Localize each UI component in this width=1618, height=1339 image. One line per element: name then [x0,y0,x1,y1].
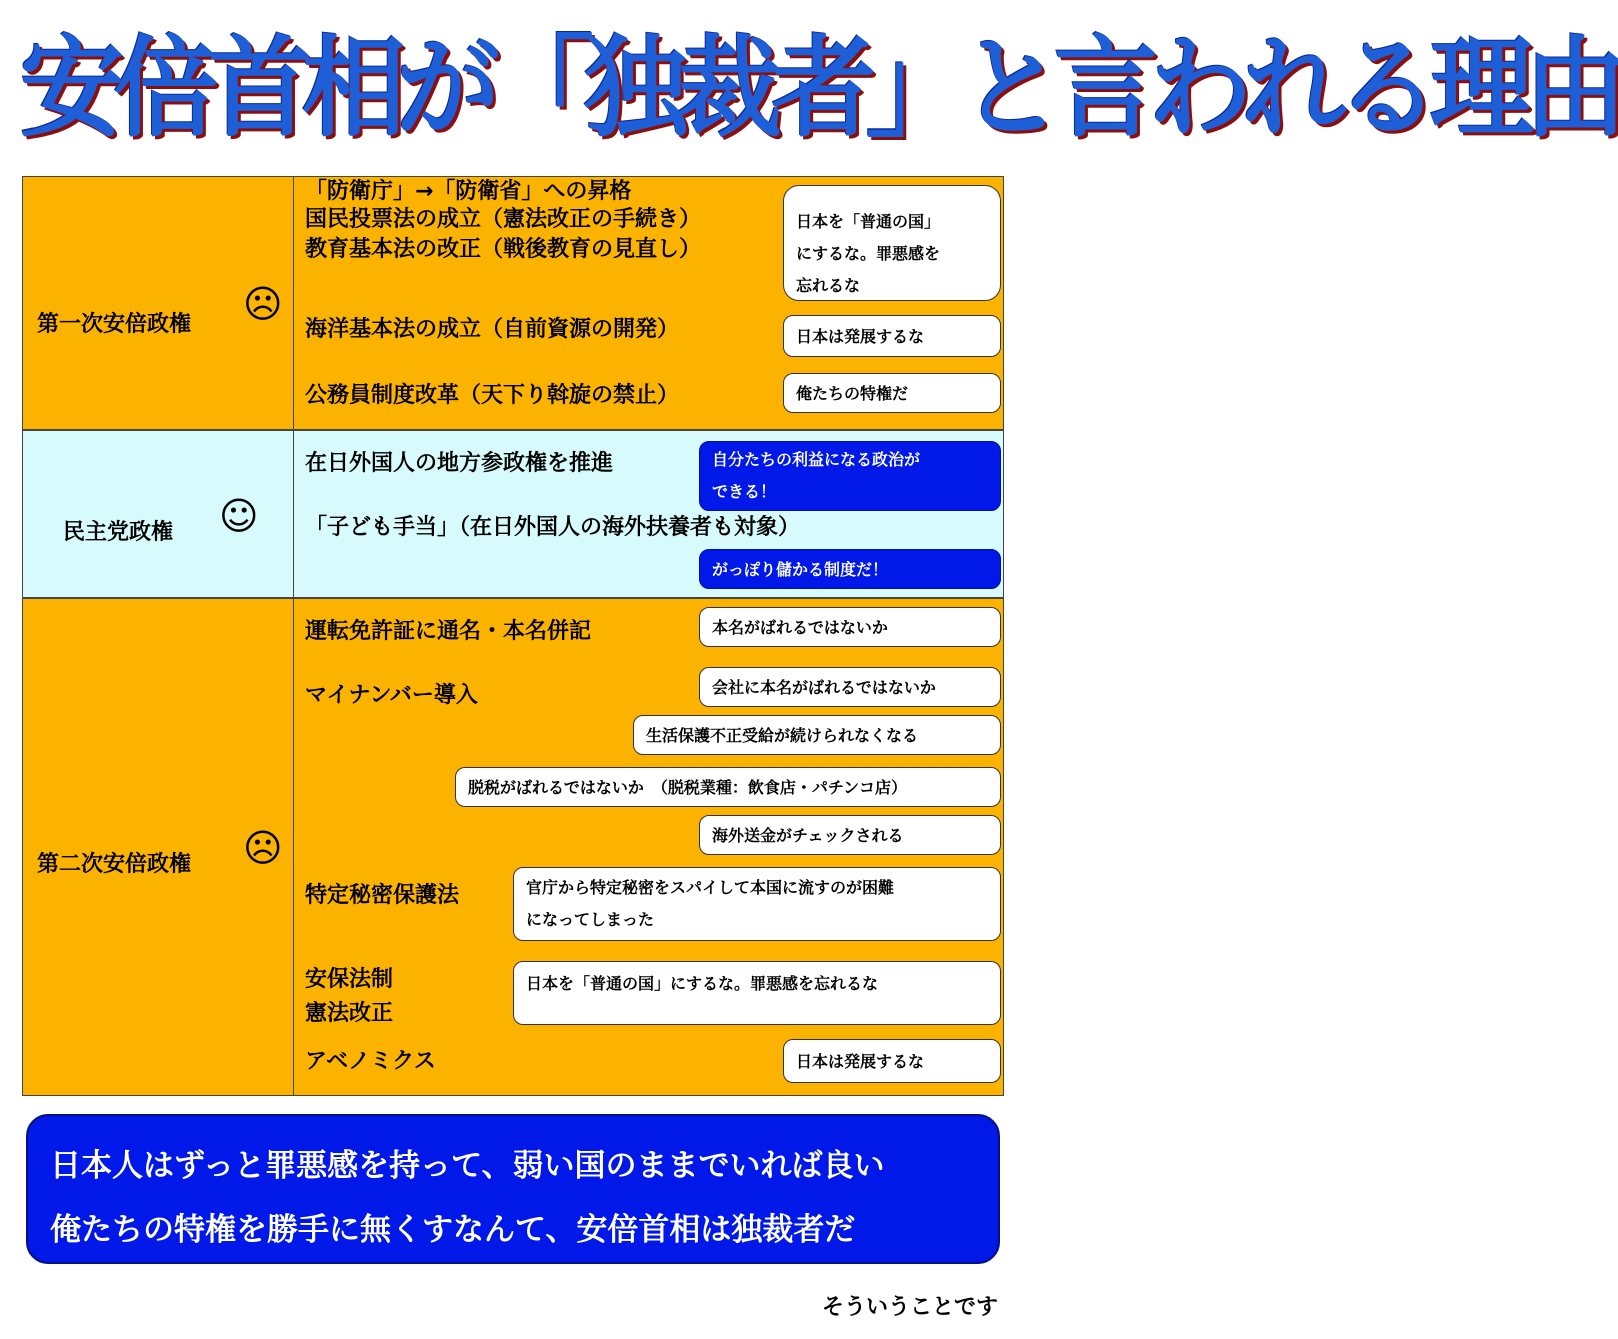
speech-callout: 海外送金がチェックされる [699,815,1001,855]
speech-callout [513,867,1001,941]
callout-line: 自分たちの利益になる政治が [712,450,921,469]
conclusion-banner [26,1114,1000,1264]
sad-face-icon: ☹ [243,826,283,870]
callout-line: 日本を「普通の国」 [796,212,941,231]
policy-item: 運転免許証に通名・本名併記 [305,619,592,644]
policy-item: 「子ども手当」（在日外国人の海外扶養者も対象） [305,515,801,540]
speech-callout [783,185,1001,301]
policy-item: 特定秘密保護法 [305,883,460,908]
era-label: 第二次安倍政権 [37,852,192,877]
callout-line: になってしまった [526,910,655,929]
column-divider [293,599,294,1095]
policy-item: 「防衛庁」→「防衛省」への昇格 [305,179,632,204]
policy-item: 安保法制 [305,967,394,992]
callout-line: にするな。罪悪感を [796,244,941,263]
speech-callout: 会社に本名がばれるではないか [699,667,1001,707]
callout-line: できる！ [712,482,777,501]
footer-text: そういうことです [821,1295,998,1320]
policy-item: 教育基本法の改正（戦後教育の見直し） [305,237,702,262]
banner-line: 日本人はずっと罪悪感を持って、弱い国のままでいれば良い [50,1148,885,1184]
speech-callout: 日本は発展するな [783,315,1001,357]
section-first-abe [22,176,1004,430]
page-title: 安倍首相が「独裁者」と言われる理由 [20,23,1618,153]
speech-callout: 俺たちの特権だ [783,373,1001,413]
policy-item: マイナンバー導入 [305,683,478,708]
policy-item: アベノミクス [305,1049,436,1074]
policy-item: 憲法改正 [305,1001,394,1026]
speech-callout: がっぽり儲かる制度だ！ [699,549,1001,589]
section-second-abe [22,598,1004,1096]
section-dpj [22,430,1004,598]
speech-callout: 日本を「普通の国」にするな。罪悪感を忘れるな [513,961,1001,1025]
policy-item: 国民投票法の成立（憲法改正の手続き） [305,207,702,232]
policy-item: 在日外国人の地方参政権を推進 [305,451,614,476]
speech-callout [699,441,1001,511]
speech-callout: 脱税がばれるではないか （脱税業種：飲食店・パチンコ店） [455,767,1001,807]
policy-item: 海洋基本法の成立（自前資源の開発） [305,317,680,342]
callout-line: 忘れるな [796,276,861,295]
speech-callout: 本名がばれるではないか [699,607,1001,647]
speech-callout: 日本は発展するな [783,1039,1001,1083]
callout-line: 官庁から特定秘密をスパイして本国に流すのが困難 [526,878,895,897]
speech-callout: 生活保護不正受給が続けられなくなる [633,715,1001,755]
policy-item: 公務員制度改革（天下り斡旋の禁止） [305,383,680,408]
sad-face-icon: ☹ [243,282,283,326]
smile-face-icon: ☺ [219,494,259,538]
column-divider [293,177,294,429]
banner-line: 俺たちの特権を勝手に無くすなんて、安倍首相は独裁者だ [50,1212,856,1248]
era-label: 民主党政権 [63,520,174,545]
era-label: 第一次安倍政権 [37,312,192,337]
column-divider [293,431,294,597]
